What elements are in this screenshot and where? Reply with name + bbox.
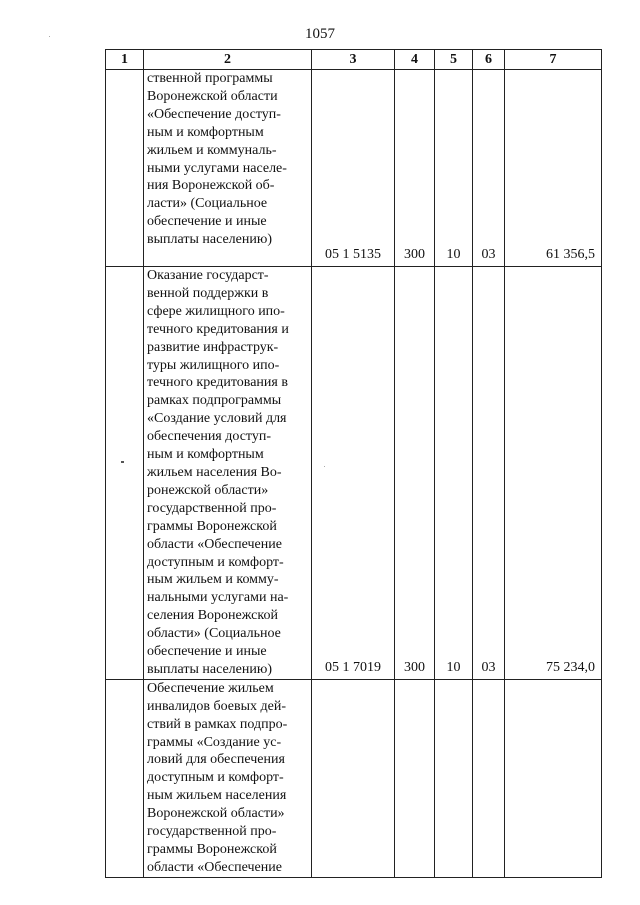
subsection-cell xyxy=(473,679,505,877)
header-col-6: 6 xyxy=(473,50,505,70)
subsection-cell: 03 xyxy=(473,267,505,680)
description-line: государственной про- xyxy=(147,500,277,516)
header-col-1: 1 xyxy=(106,50,144,70)
amount-cell: 75 234,0 xyxy=(505,267,602,680)
description-line: ловий для обеспечения xyxy=(147,752,285,768)
expense-type-cell: 300 xyxy=(395,70,435,267)
description-line: венной поддержки в xyxy=(147,285,269,301)
description-line: селения Воронежской xyxy=(147,608,278,624)
table-row xyxy=(106,70,602,267)
target-article-cell: 05 1 5135 xyxy=(312,70,395,267)
description-line: Обеспечение жильем xyxy=(147,680,274,696)
description-line: жильем населения Во- xyxy=(147,464,282,480)
target-article-cell: 05 1 7019 xyxy=(312,267,395,680)
description-line: области «Обеспечение xyxy=(147,536,282,552)
description-cell xyxy=(144,679,312,877)
description-line: течного кредитования в xyxy=(147,375,288,391)
amount-cell: 61 356,5 xyxy=(505,70,602,267)
header-col-5: 5 xyxy=(435,50,473,70)
description-line: ным жильем и комму- xyxy=(147,572,279,588)
description-line: Воронежской области xyxy=(147,88,278,104)
expense-type-cell: 300 xyxy=(395,267,435,680)
target-article-cell xyxy=(312,679,395,877)
description-line: граммы Воронежской xyxy=(147,518,277,534)
subsection-cell: 03 xyxy=(473,70,505,267)
description-cell xyxy=(144,70,312,267)
description-line: выплаты населению) xyxy=(147,661,272,677)
description-line: выплаты населению) xyxy=(147,232,272,248)
description-line: граммы «Создание ус- xyxy=(147,734,282,750)
scan-speck xyxy=(324,466,325,467)
description-line: доступным и комфорт- xyxy=(147,554,284,570)
scan-speck xyxy=(49,36,50,37)
description-line: рамках подпрограммы xyxy=(147,393,282,409)
description-line: обеспечение и иные xyxy=(147,214,267,230)
header-col-7: 7 xyxy=(505,50,602,70)
scan-speck xyxy=(121,461,124,463)
description-line: ствий в рамках подпро- xyxy=(147,716,288,732)
description-line: туры жилищного ипо- xyxy=(147,357,280,373)
description-line: области «Обеспечение xyxy=(147,859,282,875)
description-line: граммы Воронежской xyxy=(147,842,277,857)
description-line: обеспечение и иные xyxy=(147,644,267,660)
header-col-3: 3 xyxy=(312,50,395,70)
header-col-4: 4 xyxy=(395,50,435,70)
description-line: ным и комфортным xyxy=(147,447,264,463)
header-col-2: 2 xyxy=(144,50,312,70)
description-line: государственной про- xyxy=(147,824,277,840)
row-number-cell xyxy=(106,267,144,680)
table-header-row xyxy=(106,50,602,70)
description-line: нальными услугами на- xyxy=(147,590,289,606)
description-cell xyxy=(144,267,312,680)
description-line: инвалидов боевых дей- xyxy=(147,698,286,714)
description-line: развитие инфраструк- xyxy=(147,339,279,355)
table-row xyxy=(106,267,602,680)
description-line: ласти» (Социальное xyxy=(147,196,268,212)
section-cell: 10 xyxy=(435,70,473,267)
description-line: «Создание условий для xyxy=(147,411,287,427)
description-line: ственной программы xyxy=(147,71,273,86)
description-line: Оказание государст- xyxy=(147,268,269,283)
row-number-cell xyxy=(106,70,144,267)
description-line: сфере жилищного ипо- xyxy=(147,303,285,319)
description-line: «Обеспечение доступ- xyxy=(147,106,281,122)
description-line: области» (Социальное xyxy=(147,626,281,642)
description-line: ния Воронежской об- xyxy=(147,178,275,194)
section-cell: 10 xyxy=(435,267,473,680)
description-line: обеспечения доступ- xyxy=(147,429,272,445)
amount-cell xyxy=(505,679,602,877)
row-number-cell xyxy=(106,679,144,877)
section-cell xyxy=(435,679,473,877)
description-line: ронежской области» xyxy=(147,482,269,498)
table-row xyxy=(106,679,602,877)
budget-table xyxy=(105,49,602,878)
description-line: ным и комфортным xyxy=(147,124,264,140)
description-line: ным жильем населения xyxy=(147,788,287,804)
description-line: Воронежской области» xyxy=(147,806,285,822)
description-line: течного кредитования и xyxy=(147,321,289,337)
description-line: ными услугами населе- xyxy=(147,160,287,176)
page-number: 1057 xyxy=(305,26,335,42)
description-line: доступным и комфорт- xyxy=(147,770,284,786)
expense-type-cell xyxy=(395,679,435,877)
description-line: жильем и коммуналь- xyxy=(147,142,277,158)
